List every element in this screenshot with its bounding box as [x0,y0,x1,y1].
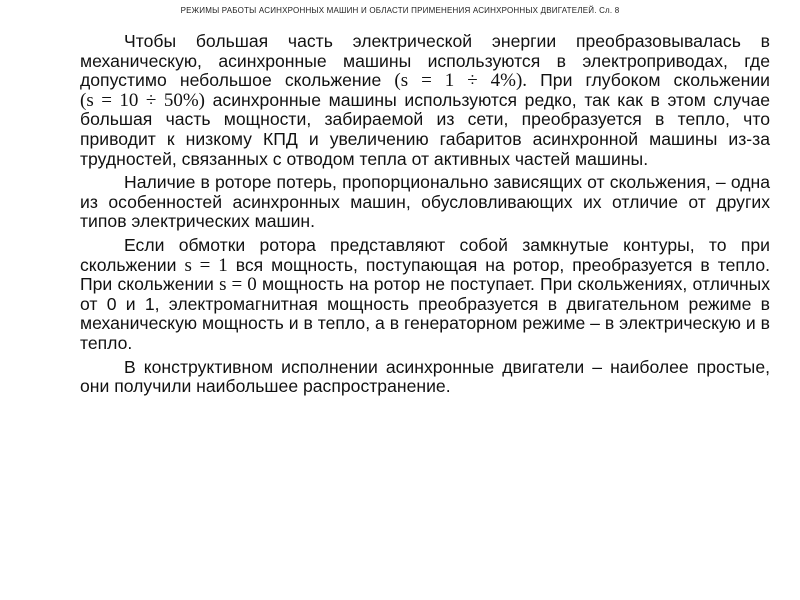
slip-one-formula: s = 1 [184,254,228,276]
paragraph-3 [80,236,770,354]
paragraph-3-text-a: Если обмотки ротора представляют собой замкнутые контуры, то при скольжении [80,234,770,275]
slip-range-deep-formula: (s = 10 ÷ 50%) [80,89,205,111]
paragraph-2 [80,173,770,232]
paragraph-1-text-a: Чтобы большая часть электрической энергии преобразовывалась в механическую, асинхронные машины используются в электроприводах, где допустимо небольшое скольжение [80,31,770,91]
paragraph-3-text-b: вся мощность, поступающая на ротор, преобразуется в тепло. При скольжении [80,254,771,295]
paragraph-1 [80,32,770,169]
paragraph-1-text-b: При глубоком скольжении [540,70,770,91]
paragraph-2-text: Наличие в роторе потерь, пропорционально зависящих от скольжения, – одна из особенностей асинхронных машин, обусловливающих их отличие от других типов электрических машин. [80,172,770,232]
slide-body [80,32,770,401]
slide-number: Сл. 8 [599,6,620,15]
slide-header [0,6,800,15]
paragraph-3-text-c: мощность на ротор не поступает. При скольжениях, отличных от 0 и 1, электромагнитная мощность преобразуется в двигательном режиме в механическую мощность и в тепло, а в генераторном режиме – в электрическую и в тепло. [80,274,770,353]
paragraph-4-text: В конструктивном исполнении асинхронные двигатели – наиболее простые, они получили наибольшее распространение. [80,356,770,397]
slip-range-small-formula: (s = 1 ÷ 4%). [394,70,528,92]
slip-zero-formula: s = 0 [219,274,257,296]
slide-title: РЕЖИМЫ РАБОТЫ АСИНХРОННЫХ МАШИН И ОБЛАСТИ ПРИМЕНЕНИЯ АСИНХРОННЫХ ДВИГАТЕЛЕЙ. [180,6,597,15]
paragraph-1-text-c: асинхронные машины используются редко, так как в этом случае большая часть мощности, забираемой из сети, преобразуется в тепло, что приводит к низкому КПД и увеличению габаритов асинхронной машины из-за трудностей, связанных с отводом тепла от активных частей машины. [80,89,771,169]
paragraph-4 [80,358,770,397]
